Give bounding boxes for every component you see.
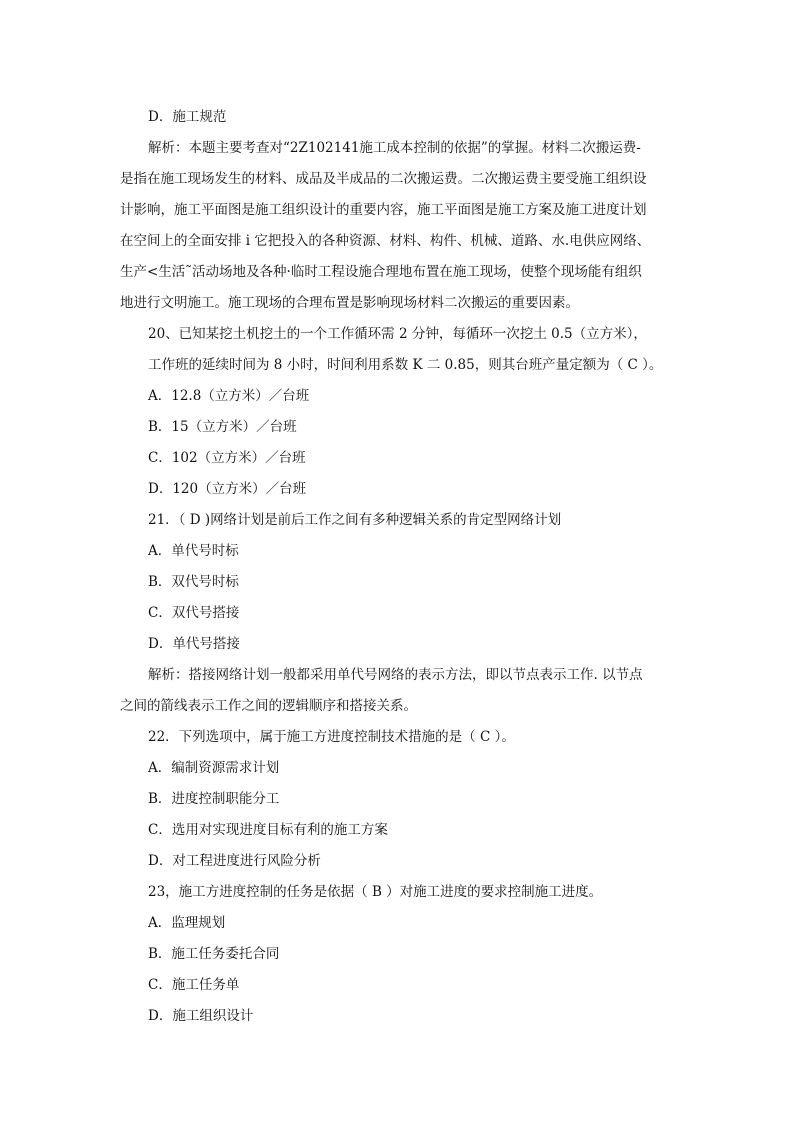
document-body xyxy=(120,102,680,1032)
text-line: 在空间上的全面安排 i 它把投入的各种资源、材料、构件、机械、道路、水.电供应网络、 xyxy=(120,233,651,249)
text-line: D．施工规范 xyxy=(148,109,227,125)
text-line: C．施工任务单 xyxy=(148,977,240,993)
text-line: B．双代号时标 xyxy=(148,574,239,590)
text-line: B．进度控制职能分工 xyxy=(148,791,280,807)
text-line: 22．下列选项中，属于施工方进度控制技术措施的是（ C ）。 xyxy=(148,729,515,745)
text-line: 是指在施工现场发生的材料、成品及半成品的二次搬运费。二次搬运费主要受施工组织设 xyxy=(120,171,647,187)
text-line: C．双代号搭接 xyxy=(148,605,240,621)
text-line: D．施工组织设计 xyxy=(148,1008,254,1024)
text-line: A．12.8（立方米）／台班 xyxy=(148,388,310,404)
text-line: 解析：搭接网络计划一般都采用单代号网络的表示方法，即以节点表示工作. 以节点 xyxy=(148,667,643,683)
text-line: B．15（立方米）／台班 xyxy=(148,419,297,435)
text-line: 地进行文明施工。施工现场的合理布置是影响现场材料二次搬运的重要因素。 xyxy=(120,295,579,311)
text-line: 解析：本题主要考查对“2Z102141施工成本控制的依据”的掌握。材料二次搬运费- xyxy=(148,140,641,156)
text-line: 23，施工方进度控制的任务是依据（ B ）对施工进度的要求控制施工进度。 xyxy=(148,884,603,900)
text-line: A．监理规划 xyxy=(148,915,226,931)
text-line: D．单代号搭接 xyxy=(148,636,240,652)
text-line: C．102（立方米）／台班 xyxy=(148,450,306,466)
text-line: B．施工任务委托合同 xyxy=(148,946,280,962)
text-line: A．单代号时标 xyxy=(148,543,239,559)
text-line: D．120（立方米）／台班 xyxy=(148,481,307,497)
text-line: 21．（ D )网络计划是前后工作之间有多种逻辑关系的肯定型网络计划 xyxy=(148,512,562,528)
text-line: 20、已知某挖土机挖土的一个工作循环需 2 分钟，每循环一次挖土 0.5（立方米）， xyxy=(148,326,647,342)
text-line: 之间的箭线表示工作之间的逻辑顺序和搭接关系。 xyxy=(120,698,417,714)
text-line: C．选用对实现进度目标有利的施工方案 xyxy=(148,822,388,838)
text-line: 生产<生活˜活动场地及各种·临时工程设施合理地布置在施工现场，使整个现场能有组织 xyxy=(120,264,642,280)
text-line: 计影响，施工平面图是施工组织设计的重要内容，施工平面图是施工方案及施工进度计划 xyxy=(120,202,647,218)
text-line: 工作班的延续时间为 8 小时，时间利用系数 K 二 0.85，则其台班产量定额为（ C ）。 xyxy=(148,357,663,373)
text-line: D．对工程进度进行风险分析 xyxy=(148,853,321,869)
text-line: A．编制资源需求计划 xyxy=(148,760,280,776)
